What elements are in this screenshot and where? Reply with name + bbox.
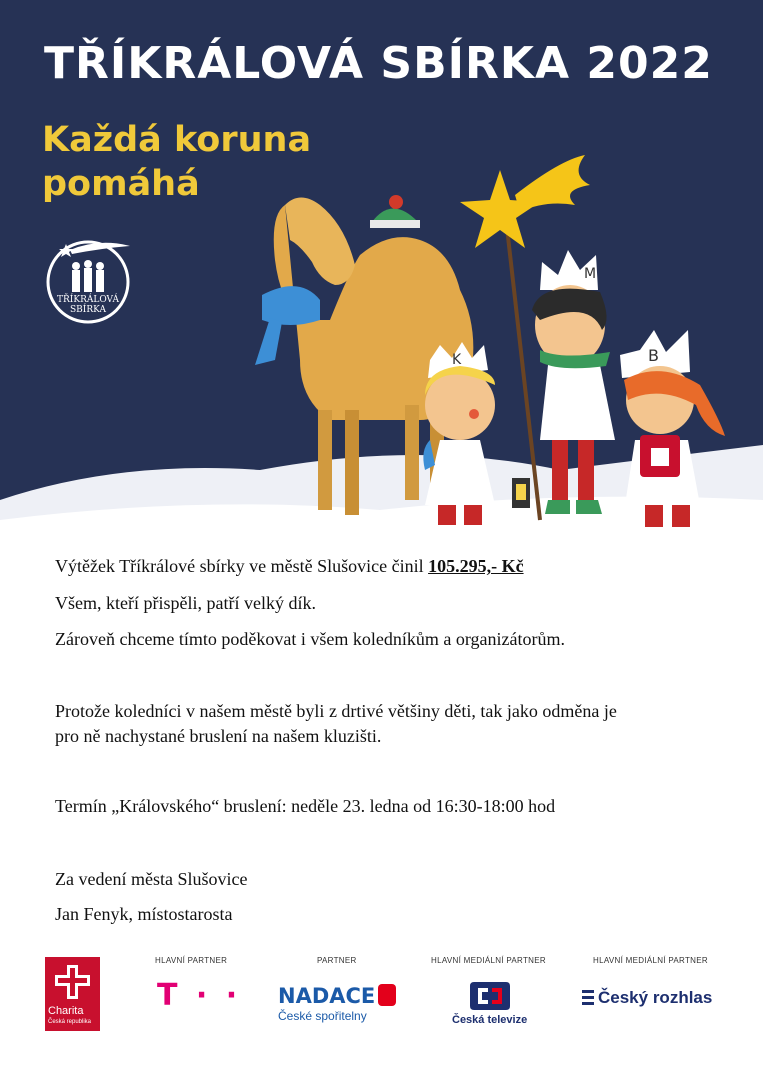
logo-text-line-1: TŘÍKRÁLOVÁ xyxy=(57,295,119,305)
nadace-subtitle: České spořitelny xyxy=(278,1009,367,1023)
partner-2-title: PARTNER xyxy=(317,956,357,965)
signature-line-2: Jan Fenyk, místostarosta xyxy=(55,904,233,924)
partner-4-title: HLAVNÍ MEDIÁLNÍ PARTNER xyxy=(593,956,708,965)
charita-subtitle: Česká republika xyxy=(48,1019,92,1025)
logo-text xyxy=(50,295,126,315)
proceeds-amount: 105.295,- Kč xyxy=(428,556,524,576)
crown-letter-m: M xyxy=(584,266,597,282)
cesky-rozhlas-logo xyxy=(582,988,712,1008)
charita-name: Charita xyxy=(48,1005,84,1017)
organizers-thanks-line: Zároveň chceme tímto poděkovat i všem koledníkům a organizátorům. xyxy=(55,629,566,649)
banner-title: TŘÍKRÁLOVÁ SBÍRKA 2022 xyxy=(44,38,713,89)
banner-slogan xyxy=(42,118,402,206)
slogan-line-2: pomáhá xyxy=(42,164,200,204)
nadace-name: NADACE xyxy=(278,984,376,1008)
proceeds-line xyxy=(55,556,524,577)
skating-term-line: Termín „Královského“ bruslení: neděle 23. ledna od 16:30-18:00 hod xyxy=(55,796,556,816)
crown-letter-k: K xyxy=(452,352,462,368)
charita-cross-icon xyxy=(45,957,100,1005)
ceska-televize-icon xyxy=(468,980,512,1012)
skating-reward-line-2: pro ně nachystané bruslení na našem kluzišti. xyxy=(55,726,382,746)
nadace-logo xyxy=(278,984,408,1024)
partner-3-title: HLAVNÍ MEDIÁLNÍ PARTNER xyxy=(431,956,546,965)
logo-text-line-2: SBÍRKA xyxy=(70,305,106,315)
crown-letter-b: B xyxy=(648,346,659,365)
rozhlas-icon xyxy=(582,990,594,1006)
slogan-line-1: Každá koruna xyxy=(42,120,312,160)
charita-logo xyxy=(45,957,100,1031)
ceska-televize-name: Česká televize xyxy=(452,1014,528,1026)
partners-footer xyxy=(0,950,763,1080)
skating-reward-line-1: Protože koledníci v našem městě byli z drtivé většiny děti, tak jako odměna je xyxy=(55,701,617,721)
thanks-line: Všem, kteří přispěli, patří velký dík. xyxy=(55,593,316,613)
partner-1-title: HLAVNÍ PARTNER xyxy=(155,956,228,965)
proceeds-text: Výtěžek Tříkrálové sbírky ve městě Slušovice činil xyxy=(55,556,429,576)
signature-line-1: Za vedení města Slušovice xyxy=(55,869,248,889)
cesky-rozhlas-name: Český rozhlas xyxy=(598,988,713,1007)
telekom-logo: T · · xyxy=(157,978,242,1013)
sporitelna-icon xyxy=(378,984,396,1006)
